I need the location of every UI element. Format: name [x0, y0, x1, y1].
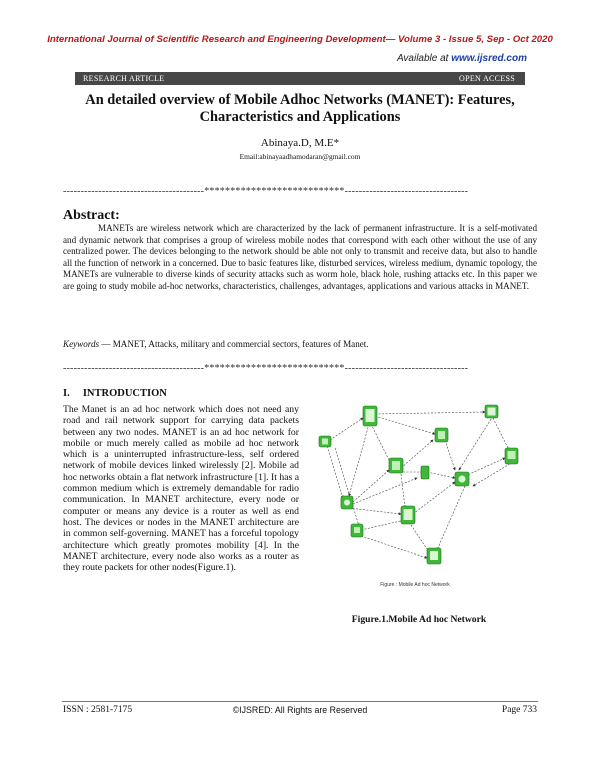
author-email: Email:abinayaadhamodaran@gmail.com — [239, 152, 361, 161]
node-3 — [485, 405, 498, 418]
available-prefix: Available at — [396, 53, 452, 64]
node-1 — [319, 436, 331, 447]
article-type-band — [75, 72, 525, 85]
author-name: Abinaya.D, M.E* — [260, 137, 340, 149]
footer-rule — [62, 701, 538, 702]
open-access-label: OPEN ACCESS — [459, 73, 515, 83]
figure-inner-caption: Figure : Mobile Ad hoc Network — [380, 582, 450, 588]
available-at — [397, 53, 527, 64]
keywords-text: — MANET, Attacks, military and commercial sectors, features of Manet. — [99, 339, 369, 349]
introduction-text: The Manet is an ad hoc network which does not need any road and rail network support for carrying data packets between any two nodes. MANET is an ad hoc network for mobile or much merely called as mobile ad hoc network which is a uninterrupted infrastructure-less, self ordered network of mobile devices linked wirelessly [2]. Mobile ad hoc networks obtain a flat network infrastructure [1]. It has a common medium which is extremely demandable for radio communication. In MANET architecture, every node or computer or means any device is a router as well as end host. The devices or nodes in the MANET architecture are in common self-governing. MANET has a forceful topology architecture which greatly promotes mobility [4]. In the MANET architecture, every node also works as a router as they route packets for other nodes(Figure.1). — [63, 404, 299, 574]
node-10 — [401, 506, 415, 524]
manet-network-diagram — [305, 402, 533, 597]
journal-header: International Journal of Scientific Research and Engineering Development— Volume 3 - Issue 5, Sep - Oct 2020 — [47, 34, 553, 45]
node-4 — [435, 428, 448, 442]
figure-caption: Figure.1.Mobile Ad hoc Network — [351, 614, 487, 625]
node-11 — [351, 524, 363, 537]
journal-url-link[interactable]: www.ijsred.com — [451, 53, 527, 64]
node-6 — [421, 466, 429, 479]
page-number: Page 733 — [501, 705, 537, 715]
copyright: ©IJSRED: All Rights are Reserved — [232, 705, 368, 715]
node-2 — [363, 406, 377, 426]
research-article-label: RESEARCH ARTICLE — [83, 73, 165, 83]
issn: ISSN : 2581-7175 — [63, 705, 133, 715]
node-5 — [389, 458, 403, 473]
abstract-text: MANETs are wireless network which are characterized by the lack of permanent infrastructure. It is a self-motivated and dynamic network that comprises a group of wireless mobile nodes that correspond with each other without the use of any centralized power. The devices belonging to the network should be able not only to transmit and receive data, but also to handle all the function of network in a concerned. Due to basic features like, disturbed services, wireless medium, dynamic topology, the MANETs are vulnerable to diverse kinds of security attacks such as worm hole, black hole, rushing attacks etc. In this paper we are going to study mobile ad-hoc networks, characteristics, challenges, advantages, applications and various attacks in MANET. — [63, 223, 537, 291]
mobile-nodes — [319, 405, 518, 564]
paper-title: An detailed overview of Mobile Adhoc Networks (MANET): Features, Characteristics and Applications — [85, 92, 515, 125]
abstract-heading: Abstract: — [63, 208, 120, 223]
node-12 — [427, 548, 441, 564]
section-heading-introduction: I. INTRODUCTION — [63, 388, 167, 399]
keywords — [63, 339, 537, 349]
keywords-label: Keywords — [63, 339, 100, 349]
separator-top: ----------------------------------------***************************----------------------------------- — [63, 186, 469, 197]
node-7 — [341, 496, 353, 509]
node-9 — [505, 448, 518, 464]
node-8 — [455, 472, 469, 486]
separator-bottom: ----------------------------------------***************************----------------------------------- — [63, 363, 469, 374]
